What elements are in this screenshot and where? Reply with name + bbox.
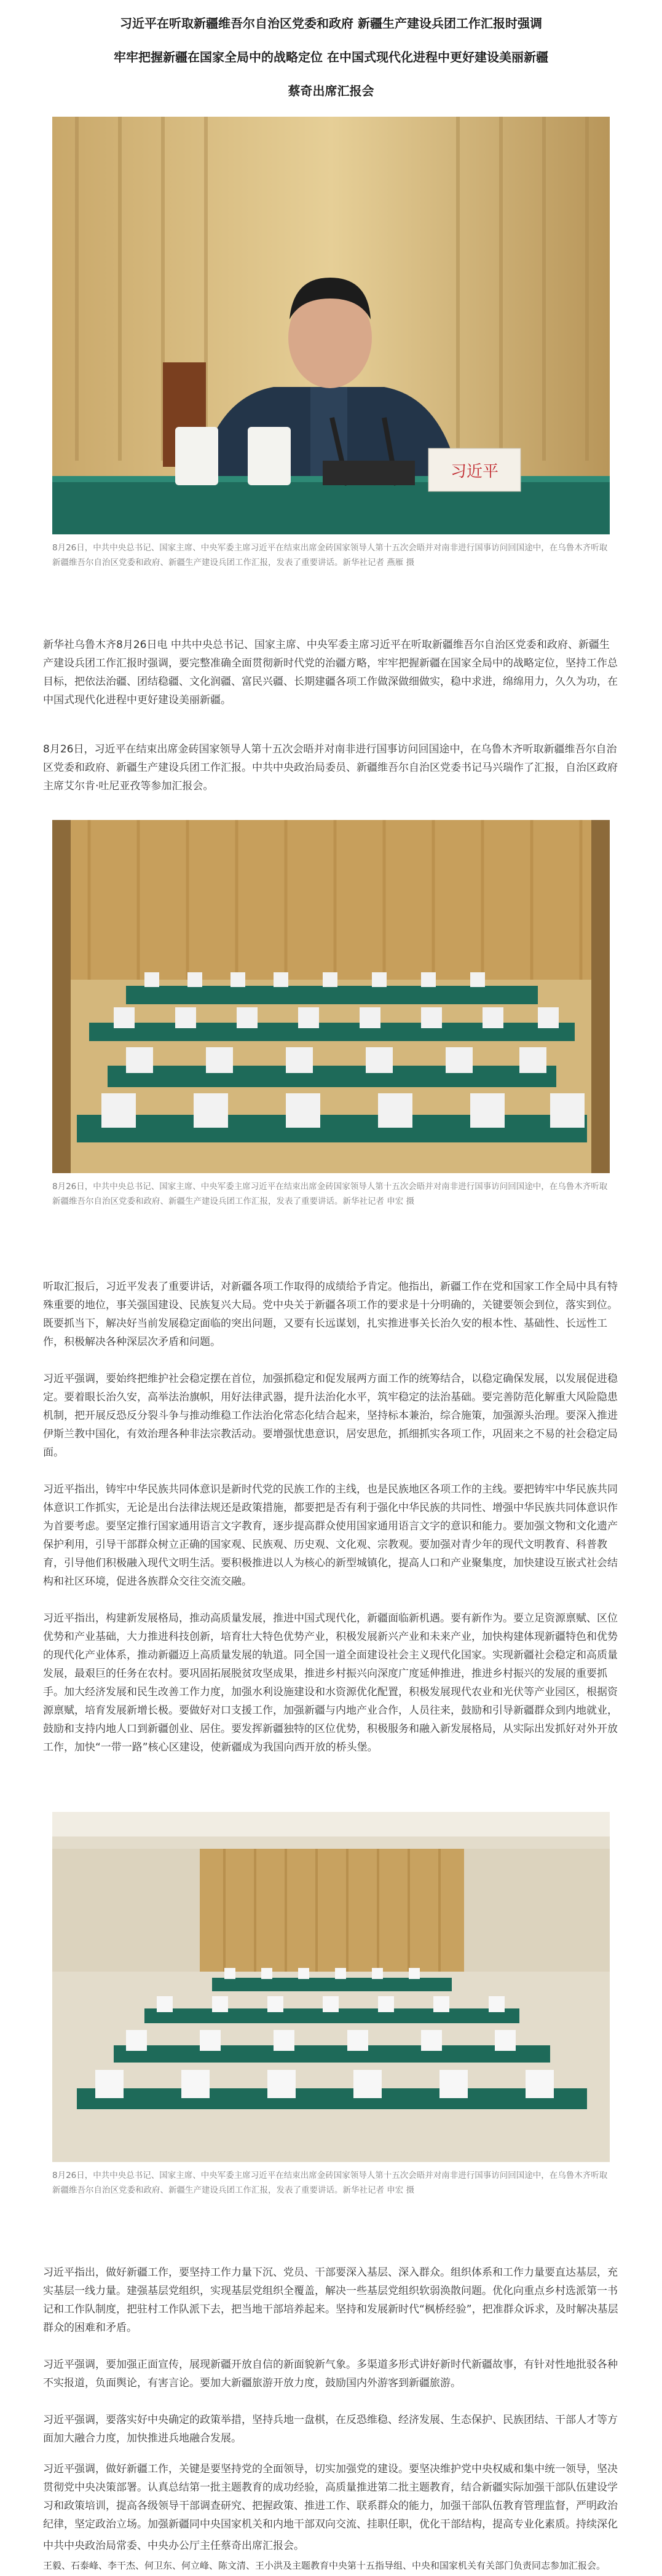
photo-2-caption: 8月26日，中共中央总书记、国家主席、中央军委主席习近平在结束出席金砖国家领导人第十五次会晤并对南非进行国事访问回国途中，在乌鲁木齐听取新疆维吾尔自治区党委和政府、新疆生产建设兵团工作汇报，发表了重要讲话。新华社记者 申宏 摄 (52, 1182, 608, 1206)
paragraph-1: 新华社乌鲁木齐8月26日电 中共中央总书记、国家主席、中央军委主席习近平在听取新疆维吾尔自治区党委和政府、新疆生产建设兵团工作汇报时强调，要完整准确全面贯彻新时代党的治疆方略，牢牢把握新疆在国家全局中的战略定位，坚持工作总目标，把依法治疆、团结稳疆、文化润疆、富民兴疆、长期建疆各项工作做深做细做实，稳中求进，绵绵用力，久久为功，在中国式现代化进程中更好建设美丽新疆。 (43, 639, 618, 706)
paragraph-8: 习近平强调，要加强正面宣传，展现新疆开放自信的新面貌新气象。多渠道多形式讲好新时代新疆故事，有针对性地批驳各种不实报道，负面舆论，有害言论。要加大新疆旅游开放力度，鼓励国内外游客到新疆旅游。 (43, 2359, 618, 2389)
photo-1-caption: 8月26日，中共中央总书记、国家主席、中央军委主席习近平在结束出席金砖国家领导人第十五次会晤并对南非进行国事访问回国途中，在乌鲁木齐听取新疆维吾尔自治区党委和政府、新疆生产建设兵团工作汇报，发表了重要讲话。新华社记者 燕雁 摄 (52, 543, 608, 568)
paragraph-9: 习近平强调，要落实好中央确定的政策举措，坚持兵地一盘棋，在反恐维稳、经济发展、生态保护、民族团结、干部人才等方面加大融合力度，加快推进兵地融合发展。 (43, 2414, 618, 2445)
headline-line-2: 牢牢把握新疆在国家全局中的战略定位 在中国式现代化进程中更好建设美丽新疆 (114, 50, 548, 64)
paragraph-4: 习近平强调，要始终把维护社会稳定摆在首位，加强抓稳定和促发展两方面工作的统筹结合，以稳定确保发展，以发展促进稳定。要着眼长治久安，高举法治旗帜，用好法律武器，提升法治化水平，筑牢稳定的法治基础。要完善防范化解重大风险隐患机制，把开展反恐反分裂斗争与推动维稳工作法治化常态化结合起来，坚持标本兼治，综合施策，加强源头治理。要深入推进伊斯兰教中国化，有效治理各种非法宗教活动。要增强忧患意识，居安思危，抓细抓实各项工作，巩固来之不易的社会稳定局面。 (43, 1373, 618, 1459)
meeting-photo-1 (52, 820, 610, 1173)
headline-line-3: 蔡奇出席汇报会 (288, 84, 374, 98)
paragraph-12: 王毅、石泰峰、李干杰、何卫东、何立峰、陈文清、王小洪及主题教育中央第十五指导组、中央和国家机关有关部门负责同志参加汇报会。 (43, 2560, 606, 2571)
paragraph-2: 8月26日，习近平在结束出席金砖国家领导人第十五次会晤并对南非进行国事访问回国途中，在乌鲁木齐听取新疆维吾尔自治区党委和政府、新疆生产建设兵团工作汇报。中共中央政治局委员、新疆维吾尔自治区党委书记马兴瑞作了汇报，自治区政府主席艾尔肯·吐尼亚孜等参加汇报会。 (43, 743, 618, 792)
paragraph-5: 习近平指出，铸牢中华民族共同体意识是新时代党的民族工作的主线，也是民族地区各项工作的主线。要把铸牢中华民族共同体意识工作抓实，无论是出台法律法规还是政策措施，都要把是否有利于强化中华民族的共同性、增强中华民族共同体意识作为首要考虑。要坚定推行国家通用语言文字教育，逐步提高群众使用国家通用语言文字的意识和能力。要加强文物和文化遗产保护利用，引导干部群众树立正确的国家观、民族观、历史观、文化观、宗教观。要加强对青少年的现代文明教育、科普教育，引导他们积极融入现代文明生活。要积极推进以人为核心的新型城镇化，提高人口和产业聚集度，加快建设互嵌式社会结构和社区环境，促进各族群众交往交流交融。 (43, 1483, 618, 1588)
photo-3-caption: 8月26日，中共中央总书记、国家主席、中央军委主席习近平在结束出席金砖国家领导人第十五次会晤并对南非进行国事访问回国途中，在乌鲁木齐听取新疆维吾尔自治区党委和政府、新疆生产建设兵团工作汇报，发表了重要讲话。新华社记者 申宏 摄 (52, 2171, 608, 2195)
headline-line-1: 习近平在听取新疆维吾尔自治区党委和政府 新疆生产建设兵团工作汇报时强调 (120, 16, 542, 31)
paragraph-3: 听取汇报后，习近平发表了重要讲话，对新疆各项工作取得的成绩给予肯定。他指出，新疆工作在党和国家工作全局中具有特殊重要的地位，事关强国建设、民族复兴大局。党中央关于新疆各项工作的要求是十分明确的，关键要领会到位，落实到位。既要抓当下，解决好当前发展稳定面临的突出问题，又要有长远谋划，扎实推进事关长治久安的根本性、基础性、长远性工作，积极解决各种深层次矛盾和问题。 (43, 1281, 618, 1348)
nameplate-text: 习近平 (450, 463, 499, 481)
paragraph-11: 中共中央政治局常委、中央办公厅主任蔡奇出席汇报会。 (43, 2540, 304, 2552)
paragraph-6: 习近平指出，构建新发展格局，推动高质量发展，推进中国式现代化，新疆面临新机遇。要有新作为。要立足资源禀赋、区位优势和产业基础，大力推进科技创新，培育壮大特色优势产业，积极发展新兴产业和未来产业，加快构建体现新疆特色和优势的现代化产业体系，推动新疆迈上高质量发展的轨道。同全国一道全面建设社会主义现代化国家。实现新疆社会稳定和高质量发展，最艰巨的任务在农村。要巩固拓展脱贫攻坚成果，推进乡村振兴向深度广度延伸推进，推进乡村振兴的发展的重要抓手。加大经济发展和民生改善工作力度，加强水利设施建设和水资源优化配置，积极发展现代农业和光伏等产业园区，根据资源禀赋，培育发展新增长极。要做好对口支援工作，加强新疆与内地产业合作，人员往来，鼓励和引导新疆群众到内地就业，鼓励和支持内地人口到新疆创业、居住。要发挥新疆独特的区位优势，积极服务和融入新发展格局，从实际出发抓好对外开放工作，加快“一带一路”核心区建设，使新疆成为我国向西开放的桥头堡。 (43, 1612, 618, 1754)
paragraph-10: 习近平强调，做好新疆工作，关键是要坚持党的全面领导，切实加强党的建设。要坚决维护党中央权威和集中统一领导，坚决贯彻党中央决策部署。认真总结第一批主题教育的成功经验，高质量推进第二批主题教育，结合新疆实际加强干部队伍建设学习和政策培训，提高各级领导干部调查研究、把握政策、推进工作、联系群众的能力，加强干部队伍教育管理监督，严明政治纪律，坚定政治立场。加强新疆同中央国家机关和内地干部双向交流、挂职任职，优化干部结构，提高专业化素质。持续深化 (43, 2463, 618, 2531)
paragraph-7: 习近平指出，做好新疆工作，要坚持工作力量下沉、党员、干部要深入基层、深入群众。组织体系和工作力量要直达基层，充实基层一线力量。建强基层党组织，实现基层党组织全覆盖，解决一些基层党组织软弱涣散问题。优化向重点乡村选派第一书记和工作队制度，把驻村工作队派下去，把当地干部培养起来。坚持和发展新时代“枫桥经验”，把准群众诉求，及时解决基层群众的困难和矛盾。 (43, 2266, 618, 2334)
speaker-photo (52, 117, 610, 534)
meeting-photo-2 (52, 1812, 610, 2162)
